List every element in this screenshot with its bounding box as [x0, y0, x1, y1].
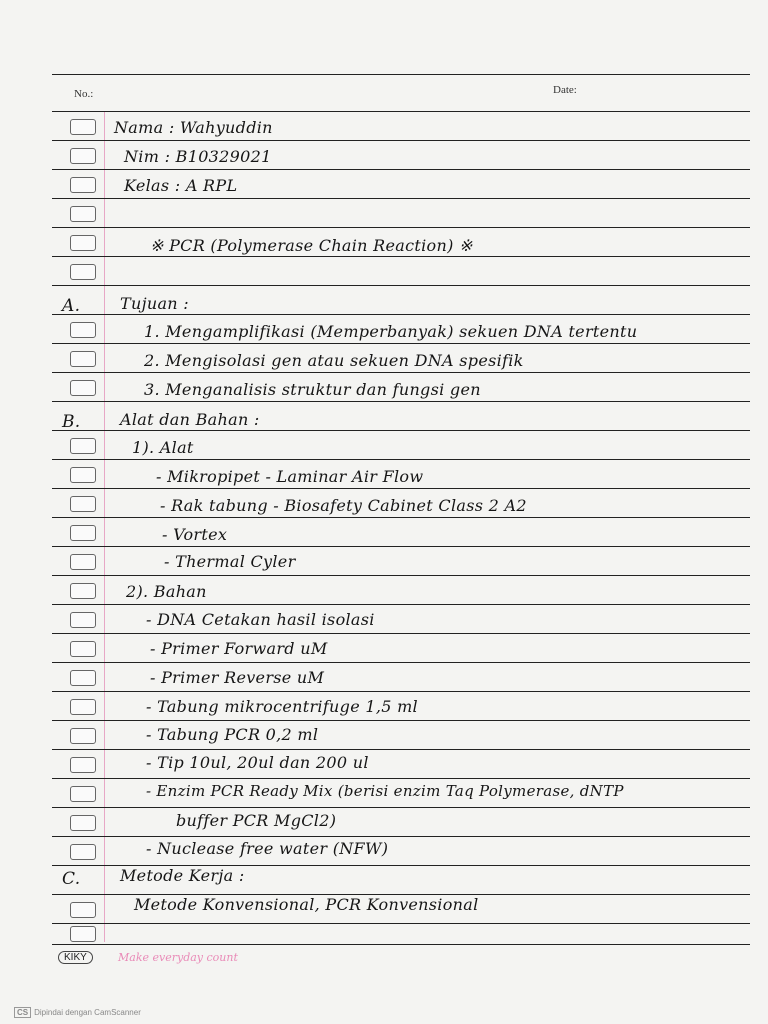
date-label: Date: — [553, 84, 577, 96]
ruled-line — [52, 169, 750, 170]
ruled-line — [52, 401, 750, 402]
ruled-line — [52, 836, 750, 837]
ruled-line — [52, 517, 750, 518]
line-nim: Nim : B10329021 — [124, 147, 272, 166]
line-bahan-4: - Tabung mikrocentrifuge 1,5 ml — [146, 697, 418, 716]
row-checkbox[interactable] — [70, 902, 96, 918]
ruled-line — [52, 343, 750, 344]
row-checkbox[interactable] — [70, 844, 96, 860]
row-checkbox[interactable] — [70, 728, 96, 744]
row-checkbox[interactable] — [70, 670, 96, 686]
ruled-line — [52, 575, 750, 576]
line-title: ※ PCR (Polymerase Chain Reaction) ※ — [150, 236, 473, 255]
row-checkbox[interactable] — [70, 612, 96, 628]
line-kelas: Kelas : A RPL — [124, 176, 238, 195]
section-letter-a: A. — [62, 296, 81, 316]
line-tujuan-3: 3. Menganalisis struktur dan fungsi gen — [144, 380, 481, 399]
ruled-line — [52, 749, 750, 750]
row-checkbox[interactable] — [70, 438, 96, 454]
line-alat-bahan-heading: Alat dan Bahan : — [120, 410, 260, 429]
bottom-rule — [52, 944, 750, 945]
ruled-line — [52, 691, 750, 692]
top-rule — [52, 74, 750, 75]
row-checkbox[interactable] — [70, 322, 96, 338]
row-checkbox[interactable] — [70, 926, 96, 942]
ruled-line — [52, 459, 750, 460]
ruled-line — [52, 923, 750, 924]
tagline: Make everyday count — [118, 951, 238, 964]
row-checkbox[interactable] — [70, 119, 96, 135]
ruled-line — [52, 720, 750, 721]
line-alat-1: - Mikropipet - Laminar Air Flow — [156, 467, 424, 486]
line-tujuan-heading: Tujuan : — [120, 294, 189, 313]
ruled-line — [52, 807, 750, 808]
row-checkbox[interactable] — [70, 583, 96, 599]
line-alat-3: - Vortex — [162, 525, 228, 544]
ruled-line — [52, 198, 750, 199]
line-bahan-1: - DNA Cetakan hasil isolasi — [146, 610, 375, 629]
scanner-badge: CS — [14, 1007, 31, 1018]
line-alat-2: - Rak tabung - Biosafety Cabinet Class 2 A2 — [160, 496, 527, 515]
ruled-line — [52, 285, 750, 286]
row-checkbox[interactable] — [70, 496, 96, 512]
ruled-line — [52, 633, 750, 634]
line-nama: Nama : Wahyuddin — [114, 118, 273, 137]
row-checkbox[interactable] — [70, 815, 96, 831]
scanner-text: Dipindai dengan CamScanner — [34, 1008, 141, 1017]
ruled-line — [52, 546, 750, 547]
row-checkbox[interactable] — [70, 554, 96, 570]
row-checkbox[interactable] — [70, 177, 96, 193]
line-tujuan-2: 2. Mengisolasi gen atau sekuen DNA spesifik — [144, 351, 524, 370]
row-checkbox[interactable] — [70, 786, 96, 802]
row-checkbox[interactable] — [70, 351, 96, 367]
row-checkbox[interactable] — [70, 206, 96, 222]
section-letter-b: B. — [62, 412, 81, 432]
line-alat-subheading: 1). Alat — [132, 438, 194, 457]
ruled-line — [52, 430, 750, 431]
ruled-line — [52, 662, 750, 663]
brand-logo: KIKY — [58, 951, 93, 964]
row-checkbox[interactable] — [70, 264, 96, 280]
line-bahan-5: - Tabung PCR 0,2 ml — [146, 725, 319, 744]
line-tujuan-1: 1. Mengamplifikasi (Memperbanyak) sekuen DNA tertentu — [144, 322, 638, 341]
line-metode-1: Metode Konvensional, PCR Konvensional — [134, 895, 479, 914]
line-bahan-7: - Enzim PCR Ready Mix (berisi enzim Taq Polymerase, dNTP — [146, 782, 624, 800]
row-checkbox[interactable] — [70, 641, 96, 657]
line-bahan-3: - Primer Reverse uM — [150, 668, 325, 687]
no-label: No.: — [74, 88, 94, 100]
row-checkbox[interactable] — [70, 525, 96, 541]
row-checkbox[interactable] — [70, 757, 96, 773]
ruled-line — [52, 778, 750, 779]
ruled-line — [52, 140, 750, 141]
ruled-line — [52, 314, 750, 315]
scanner-watermark — [14, 1008, 141, 1017]
ruled-line — [52, 256, 750, 257]
row-checkbox[interactable] — [70, 699, 96, 715]
margin-line — [104, 112, 105, 942]
ruled-line — [52, 227, 750, 228]
line-bahan-8: - Nuclease free water (NFW) — [146, 839, 389, 858]
row-checkbox[interactable] — [70, 148, 96, 164]
ruled-line — [52, 604, 750, 605]
row-checkbox[interactable] — [70, 235, 96, 251]
row-checkbox[interactable] — [70, 380, 96, 396]
line-bahan-2: - Primer Forward uM — [150, 639, 328, 658]
section-letter-c: C. — [62, 869, 81, 889]
ruled-line — [52, 488, 750, 489]
ruled-line — [52, 372, 750, 373]
row-checkbox[interactable] — [70, 467, 96, 483]
ruled-line — [52, 111, 750, 112]
line-metode-heading: Metode Kerja : — [120, 866, 245, 885]
line-bahan-6: - Tip 10ul, 20ul dan 200 ul — [146, 753, 369, 772]
line-bahan-7-cont: buffer PCR MgCl2) — [176, 811, 337, 830]
line-alat-4: - Thermal Cyler — [164, 552, 296, 571]
line-bahan-subheading: 2). Bahan — [126, 582, 207, 601]
